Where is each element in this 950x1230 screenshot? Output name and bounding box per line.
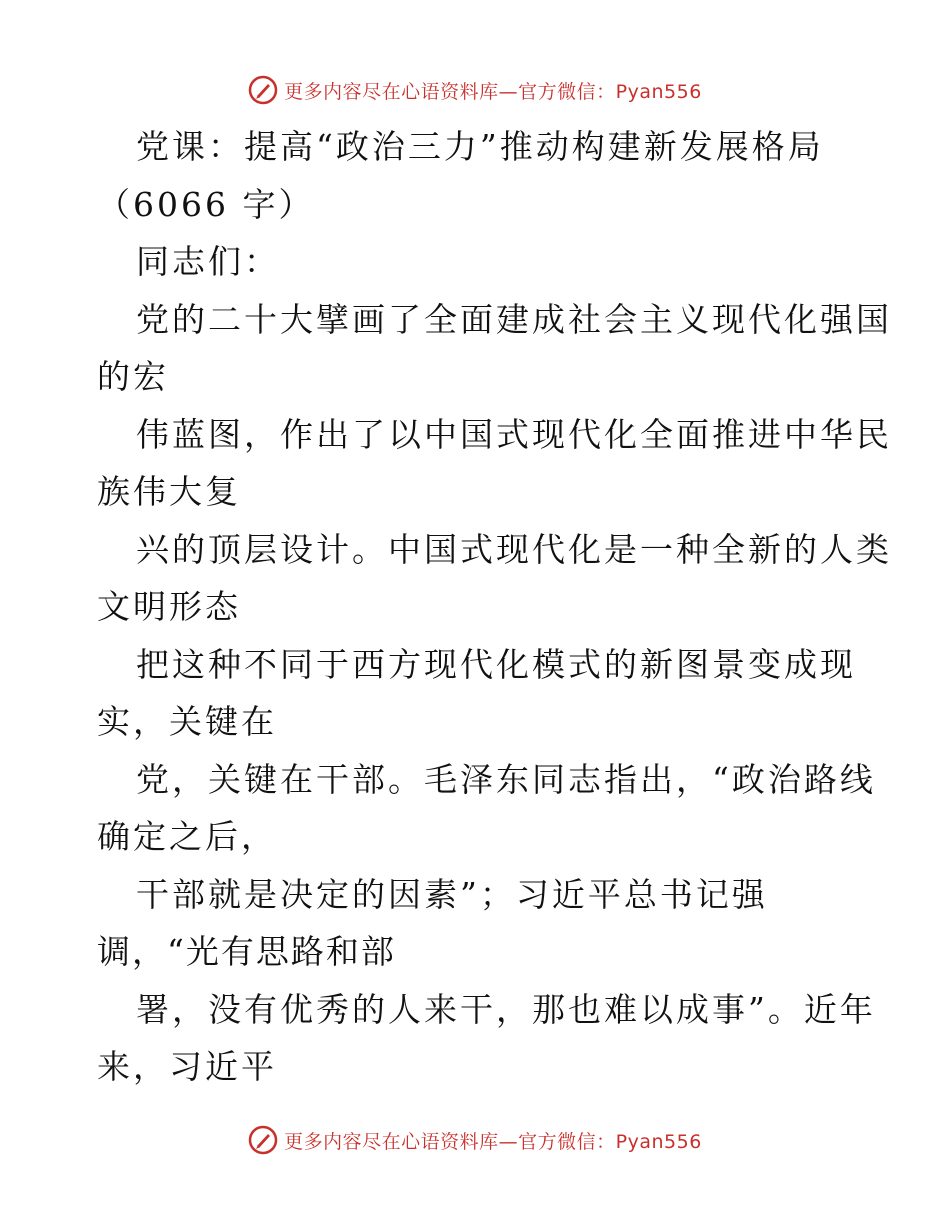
body-line: 党的二十大擘画了全面建成社会主义现代化强国 (136, 299, 892, 339)
watermark-banner-bottom (0, 1120, 950, 1160)
body-line: 确定之后， (97, 817, 277, 856)
body-line: 党，关键在干部。毛泽东同志指出，“政治路线 (136, 759, 876, 799)
body-line: 来，习近平 (97, 1047, 277, 1086)
body-line: 的宏 (97, 357, 169, 396)
document-title: 党课：提高“政治三力”推动构建新发展格局 (136, 127, 824, 166)
body-line: 兴的顶层设计。中国式现代化是一种全新的人类 (136, 529, 892, 569)
title-word-count: （6066 字） (97, 184, 315, 224)
pen-seal-icon (248, 75, 278, 105)
document-body (97, 118, 892, 1096)
body-line: 文明形态 (97, 587, 241, 626)
body-line: 族伟大复 (97, 472, 241, 511)
watermark-text: 更多内容尽在心语资料库—官方微信：Pyan556 (284, 1130, 702, 1153)
body-line: 伟蓝图，作出了以中国式现代化全面推进中华民 (136, 414, 892, 454)
pen-seal-icon (248, 1125, 278, 1155)
body-line: 署，没有优秀的人来干，那也难以成事”。近年 (136, 989, 876, 1029)
body-line: 调，“光有思路和部 (97, 932, 396, 971)
body-line: 把这种不同于西方现代化模式的新图景变成现 (136, 644, 856, 684)
body-line: 实，关键在 (97, 702, 277, 741)
watermark-banner-top (0, 70, 950, 110)
watermark-text: 更多内容尽在心语资料库—官方微信：Pyan556 (284, 80, 702, 103)
body-line: 干部就是决定的因素”；习近平总书记强 (136, 874, 768, 914)
salutation: 同志们： (136, 242, 280, 281)
